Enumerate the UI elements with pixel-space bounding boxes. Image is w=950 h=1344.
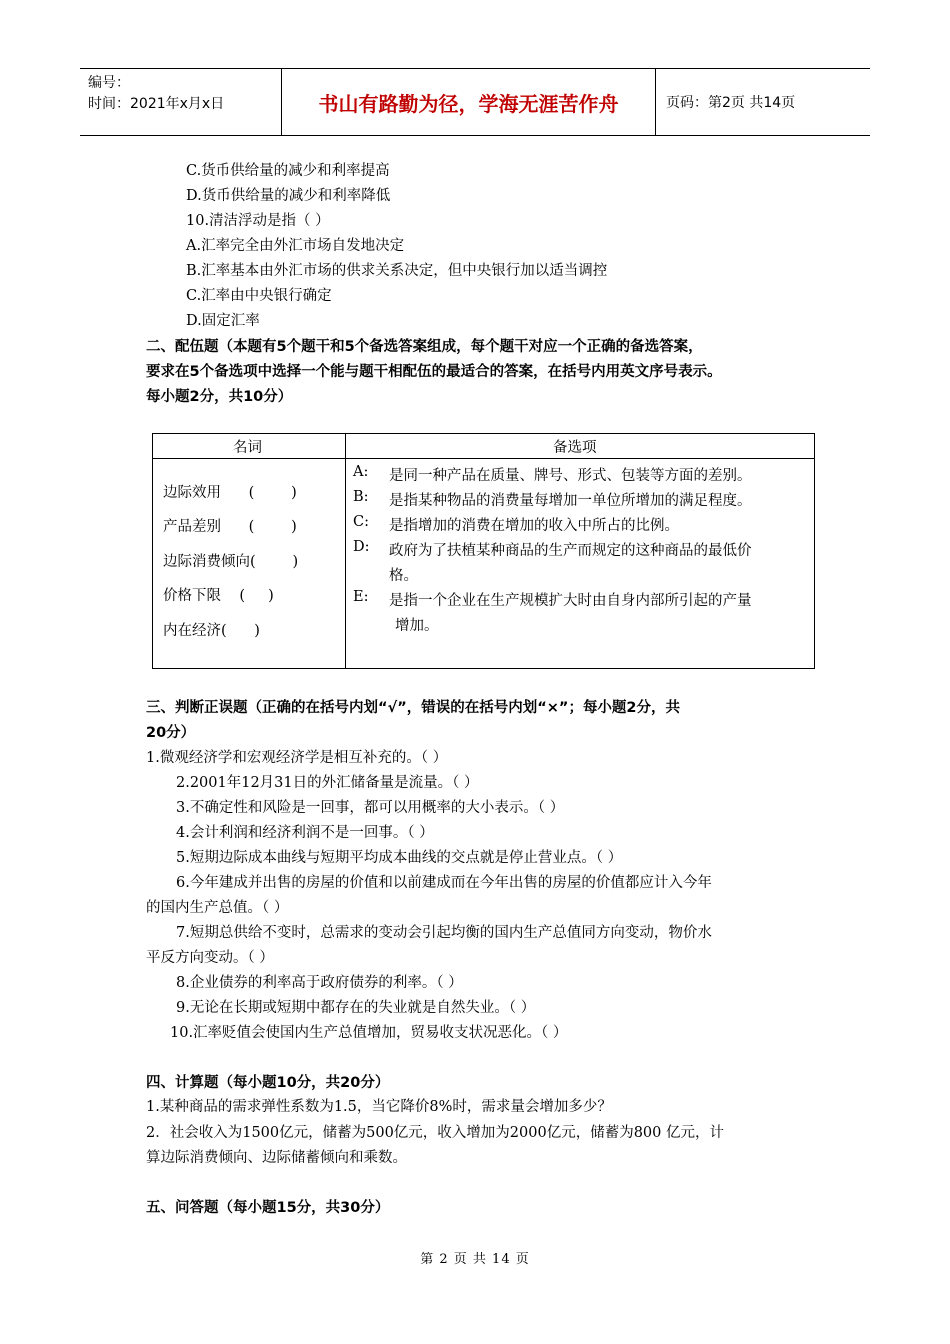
option-line: D.货币供给量的减少和利率降低: [186, 188, 391, 204]
section5-title: 五、问答题（每小题15分，共30分）: [146, 1200, 390, 1216]
header-page-label: 页码：第2页 共14页: [666, 95, 796, 111]
matching-table: [152, 433, 815, 669]
judgement-item: 4.会计利润和经济利润不是一回事。（ ）: [176, 825, 434, 841]
section4-title: 四、计算题（每小题10分，共20分）: [146, 1075, 390, 1091]
option-text-continued: 格。: [389, 568, 418, 584]
judgement-item: 6.今年建成并出售的房屋的价值和以前建成而在今年出售的房屋的价值都应计入今年: [176, 875, 712, 891]
option-text: 是指增加的消费在增加的收入中所占的比例。: [389, 518, 679, 534]
header-info: [80, 69, 282, 135]
code-label: 编号：: [88, 75, 130, 91]
judgement-item: 2.2001年12月31日的外汇储备量是流量。（ ）: [176, 775, 479, 791]
option-text-continued: 增加。: [395, 618, 439, 634]
table-divider: [153, 458, 814, 459]
section2-title: 二、配伍题（本题有5个题干和5个备选答案组成，每个题干对应一个正确的备选答案，: [146, 339, 703, 355]
judgement-item: 的国内生产总值。（ ）: [146, 900, 289, 916]
judgement-item: 7.短期总供给不变时，总需求的变动会引起均衡的国内生产总值同方向变动，物价水: [176, 925, 712, 941]
calc-item: 算边际消费倾向、边际储蓄倾向和乘数。: [146, 1150, 407, 1166]
option-key: A:: [353, 464, 369, 480]
option-key: E:: [353, 589, 369, 605]
section3-title: 三、判断正误题（正确的在括号内划“√”，错误的在括号内划“×”；每小题2分，共: [146, 700, 681, 716]
col-header-terms: 名词: [233, 440, 262, 456]
option-text: 是指某种物品的消费量每增加一单位所增加的满足程度。: [389, 493, 752, 509]
time-label: 时间：2021年x月x日: [88, 96, 225, 112]
option-line: C.汇率由中央银行确定: [186, 288, 332, 304]
page-footer: 第 2 页 共 14 页: [420, 1252, 530, 1267]
calc-item: 1.某种商品的需求弹性系数为1.5，当它降价8%时，需求量会增加多少？: [146, 1099, 612, 1115]
term-item: 价格下限 ( ): [163, 588, 274, 604]
option-key: C:: [353, 514, 369, 530]
question-line: 10.清洁浮动是指（ ）: [186, 213, 330, 229]
table-divider: [345, 434, 346, 668]
term-item: 边际效用 ( ): [163, 485, 297, 501]
page-header: [80, 68, 870, 136]
term-item: 边际消费倾向( ): [163, 554, 299, 570]
option-text: 政府为了扶植某种商品的生产而规定的这种商品的最低价: [389, 543, 752, 559]
option-text: 是指一个企业在生产规模扩大时由自身内部所引起的产量: [389, 593, 752, 609]
judgement-item: 9.无论在长期或短期中都存在的失业就是自然失业。（ ）: [176, 1000, 536, 1016]
term-item: 内在经济( ): [163, 623, 260, 639]
section2-title: 要求在5个备选项中选择一个能与题干相配伍的最适合的答案，在括号内用英文序号表示。: [146, 364, 722, 380]
judgement-item: 10.汇率贬值会使国内生产总值增加，贸易收支状况恶化。（ ）: [170, 1025, 568, 1041]
judgement-item: 5.短期边际成本曲线与短期平均成本曲线的交点就是停止营业点。（ ）: [176, 850, 623, 866]
header-motto: 书山有路勤为径，学海无涯苦作舟: [282, 69, 656, 135]
option-line: B.汇率基本由外汇市场的供求关系决定，但中央银行加以适当调控: [186, 263, 608, 279]
option-line: D.固定汇率: [186, 313, 260, 329]
section2-title: 每小题2分，共10分）: [146, 389, 293, 405]
judgement-item: 8.企业债券的利率高于政府债券的利率。（ ）: [176, 975, 463, 991]
term-item: 产品差别 ( ): [163, 519, 297, 535]
judgement-item: 3.不确定性和风险是一回事，都可以用概率的大小表示。（ ）: [176, 800, 565, 816]
section3-title: 20分）: [146, 725, 196, 741]
judgement-item: 1.微观经济学和宏观经济学是相互补充的。（ ）: [146, 750, 448, 766]
option-text: 是同一种产品在质量、牌号、形式、包装等方面的差别。: [389, 468, 752, 484]
option-key: B:: [353, 489, 369, 505]
option-line: C.货币供给量的减少和利率提高: [186, 163, 390, 179]
option-key: D:: [353, 539, 370, 555]
calc-item: 2．社会收入为1500亿元，储蓄为500亿元，收入增加为2000亿元，储蓄为800 亿元，计: [146, 1125, 724, 1141]
judgement-item: 平反方向变动。（ ）: [146, 950, 274, 966]
option-line: A.汇率完全由外汇市场自发地决定: [186, 238, 405, 254]
col-header-options: 备选项: [553, 440, 597, 456]
